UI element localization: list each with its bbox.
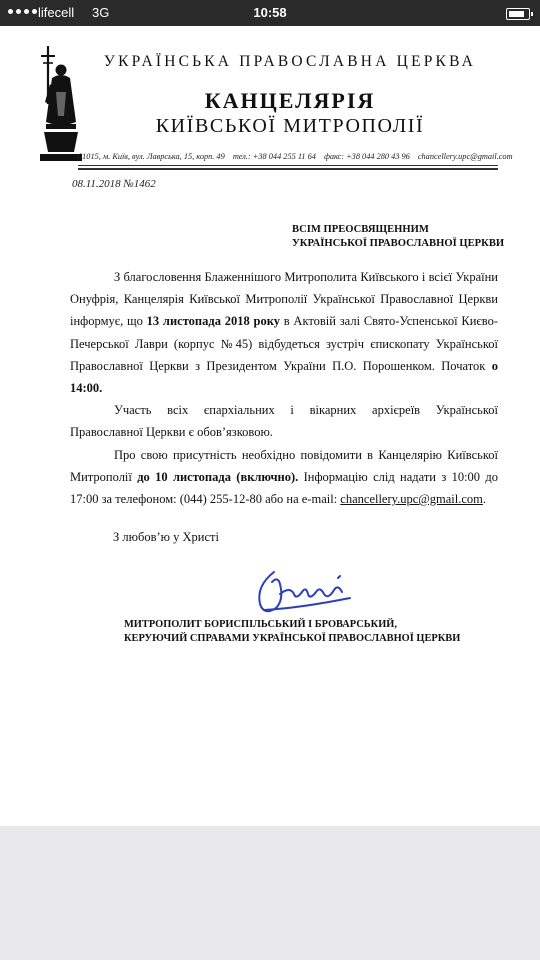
body-paragraph: Участь всіх єпархіальних і вікарних архієреїв Української Православної Церкви є обов’язковою.: [70, 403, 498, 440]
church-name: УКРАЇНСЬКА ПРАВОСЛАВНА ЦЕРКВА: [103, 53, 477, 70]
phone-text: тел.: +38 044 255 11 64: [232, 152, 316, 161]
battery-icon: [506, 8, 530, 20]
body-paragraph: Про свою присутність необхідно повідомити в Канцелярію Київської Митрополії до 10 листопада (включно). Інформацію слід надати з 10:00 до 17:00 за телефоном: (044) 255-12-80 або на e-mail: chancellery.upc@gmail.com.: [70, 447, 498, 507]
recipient-block: [292, 223, 504, 251]
meeting-date: 13 листопада 2018 року: [146, 314, 280, 329]
letter-document: [0, 26, 540, 826]
letter-body: [70, 266, 498, 510]
signatory-line: МИТРОПОЛИТ БОРИСПІЛЬСЬКИЙ І БРОВАРСЬКИЙ,: [124, 619, 397, 630]
fax-text: факс: +38 044 280 43 96: [323, 152, 410, 161]
network-type: 3G: [92, 5, 110, 20]
deadline: до 10 листопада (включно).: [137, 469, 299, 484]
email-text: chancellery.upc@gmail.com: [417, 152, 513, 161]
start-time: о 14:00.: [70, 358, 498, 396]
letterhead-contacts: [78, 152, 513, 161]
carrier-name: lifecell: [38, 5, 75, 20]
recipient-line: УКРАЇНСЬКОЇ ПРАВОСЛАВНОЇ ЦЕРКВИ: [292, 238, 505, 249]
status-bar: [0, 0, 540, 26]
handwritten-signature: [250, 564, 355, 620]
church-emblem-icon: [34, 44, 86, 166]
letterhead-divider: [78, 165, 498, 166]
metropolis-title: КИЇВСЬКОЇ МИТРОПОЛІЇ: [155, 115, 425, 137]
signatory-block: [124, 618, 460, 646]
reference-number: 08.11.2018 №1462: [72, 178, 156, 190]
closing-phrase: З любов’ю у Христі: [113, 530, 219, 544]
letterhead-divider-thick: [78, 168, 498, 170]
email-link[interactable]: chancellery.upc@gmail.com: [340, 492, 483, 507]
recipient-line: ВСІМ ПРЕОСВЯЩЕННИМ: [292, 224, 429, 235]
signatory-line: КЕРУЮЧИЙ СПРАВАМИ УКРАЇНСЬКОЇ ПРАВОСЛАВНОЇ ЦЕРКВИ: [124, 633, 461, 644]
address-text: 01015, м. Київ, вул. Лаврська, 15, корп. 49: [78, 152, 225, 161]
clock: 10:58: [253, 5, 287, 20]
body-paragraph: З благословення Блаженнішого Митрополита Київського і всієї України Онуфрія, Канцелярія Київської Митрополії Української Православної Церкви інформує, що 13 листопада 2018 року в Актовій залі Свято-Успенської Києво-Печерської Лаври (корпус №45) відбудеться зустріч єпископату Української Православної Церкви з Президентом України П.О. Порошенком. Початок о 14:00.: [70, 270, 498, 396]
battery-fill: [509, 11, 524, 17]
chancellery-title: КАНЦЕЛЯРІЯ: [204, 88, 376, 113]
